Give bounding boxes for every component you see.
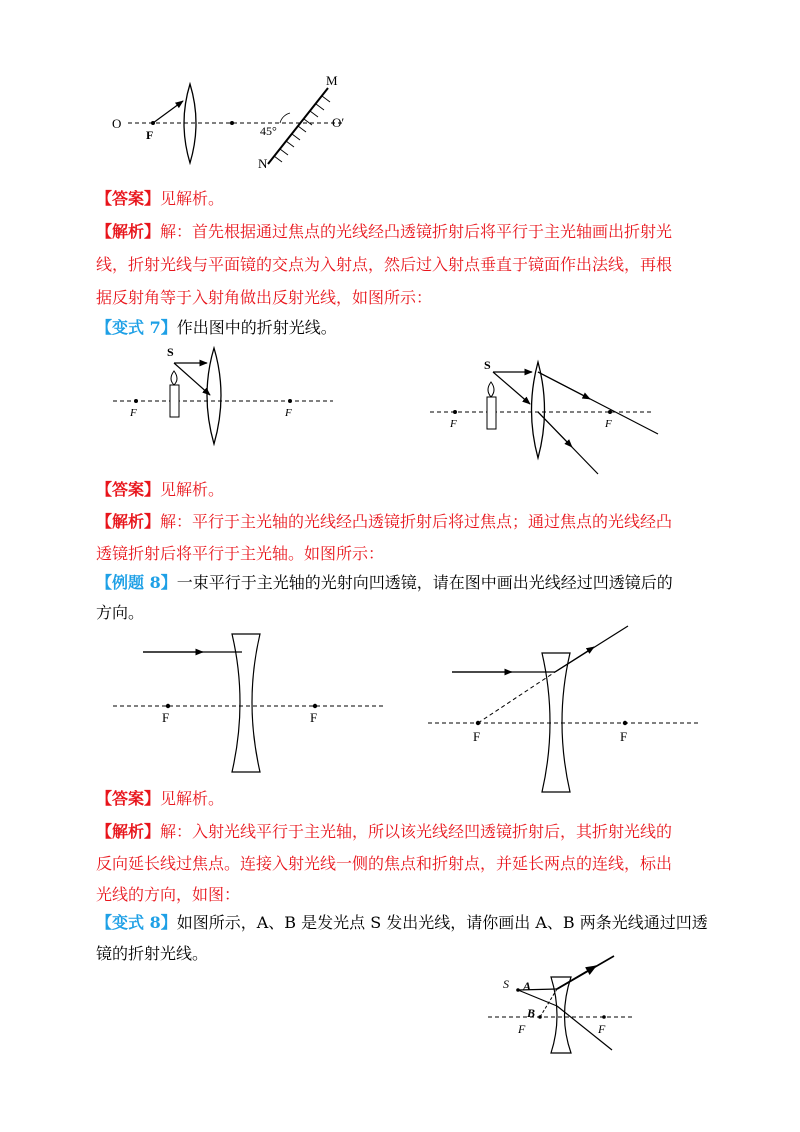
answer-text: 见解析。 xyxy=(160,789,225,808)
explanation-1-line-3: 据反射角等于入射角做出反射光线，如图所示： xyxy=(96,288,433,307)
figure-concave-lens-answer xyxy=(428,626,698,792)
explanation-3-line-1: 【解析】解：入射光线平行于主光轴，所以该光线经凹透镜折射后，其折射光线的 xyxy=(96,822,673,841)
example-8-line-2: 方向。 xyxy=(96,603,145,622)
figure-concave-lens-rays-AB xyxy=(488,956,634,1053)
label-N: N xyxy=(258,156,268,171)
example-tag: 【例题 8】 xyxy=(96,573,177,592)
label-S: S xyxy=(484,358,491,372)
label-B: B xyxy=(527,1006,536,1020)
figure-candle-convex-lens-answer xyxy=(430,358,658,474)
label-F: F xyxy=(146,128,154,142)
example-8-line-1: 【例题 8】一束平行于主光轴的光射向凹透镜，请在图中画出光线经过凹透镜后的 xyxy=(96,573,673,592)
label-M: M xyxy=(326,73,338,88)
label-F-right: F xyxy=(598,1022,606,1036)
label-F-right: F xyxy=(620,729,628,744)
explanation-tag: 【解析】 xyxy=(96,222,161,241)
variant-tag: 【变式 7】 xyxy=(96,318,177,337)
explanation-3-line-3: 光线的方向，如图： xyxy=(96,885,241,904)
variant-7-heading: 【变式 7】作出图中的折射光线。 xyxy=(96,318,337,337)
label-F-right: F xyxy=(310,710,318,725)
label-F-left: F xyxy=(162,710,170,725)
label-F-left: F xyxy=(518,1022,526,1036)
label-A: A xyxy=(523,979,532,993)
label-F-left: F xyxy=(473,729,481,744)
label-O-prime: O′ xyxy=(332,115,345,130)
answer-3 xyxy=(96,789,224,809)
variant-8-line-2: 镜的折射光线。 xyxy=(96,944,209,963)
explanation-tag: 【解析】 xyxy=(96,512,161,531)
answer-tag: 【答案】 xyxy=(96,480,161,499)
answer-text: 见解析。 xyxy=(160,480,225,499)
answer-1 xyxy=(96,189,224,209)
figure-convex-lens-mirror xyxy=(112,73,345,171)
explanation-2-line-2: 透镜折射后将平行于主光轴。如图所示： xyxy=(96,544,385,563)
answer-text: 见解析。 xyxy=(160,189,225,208)
explanation-1-line-1: 【解析】解：首先根据通过焦点的光线经凸透镜折射后将平行于主光轴画出折射光 xyxy=(96,222,673,241)
label-angle: 45° xyxy=(260,124,277,138)
answer-tag: 【答案】 xyxy=(96,189,161,208)
label-O: O xyxy=(112,116,122,131)
figure-concave-lens xyxy=(113,634,386,772)
explanation-1-line-2: 线，折射光线与平面镜的交点为入射点，然后过入射点垂直于镜面作出法线，再根 xyxy=(96,255,673,274)
explanation-2-line-1: 【解析】解：平行于主光轴的光线经凸透镜折射后将过焦点；通过焦点的光线经凸 xyxy=(96,512,673,531)
figure-candle-convex-lens xyxy=(113,345,333,444)
answer-tag: 【答案】 xyxy=(96,789,161,808)
label-F-right: F xyxy=(285,407,292,419)
explanation-tag: 【解析】 xyxy=(96,822,161,841)
label-F-left: F xyxy=(130,407,137,419)
label-F-right: F xyxy=(605,418,612,430)
label-F-left: F xyxy=(450,418,457,430)
variant-tag: 【变式 8】 xyxy=(96,913,177,932)
answer-2 xyxy=(96,480,224,500)
explanation-3-line-2: 反向延长线过焦点。连接入射光线一侧的焦点和折射点，并延长两点的连线，标出 xyxy=(96,854,673,873)
label-S: S xyxy=(167,345,174,359)
variant-8-line-1: 【变式 8】如图所示，A、B 是发光点 S 发出光线，请你画出 A、B 两条光线通过凹透 xyxy=(96,913,708,932)
label-S: S xyxy=(503,977,509,991)
